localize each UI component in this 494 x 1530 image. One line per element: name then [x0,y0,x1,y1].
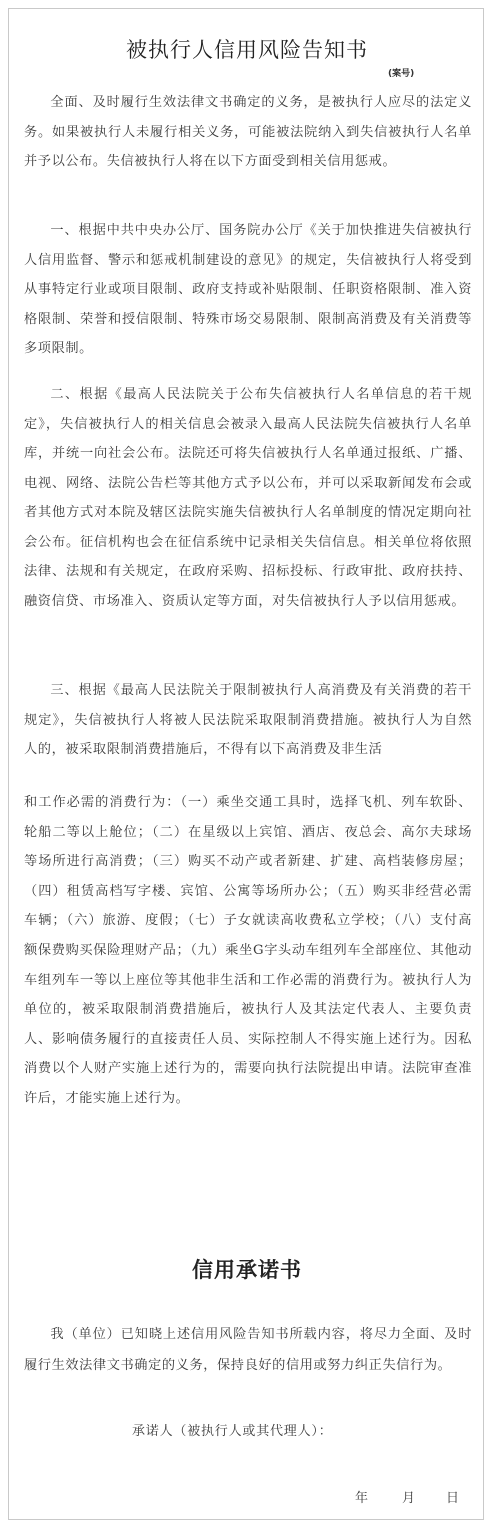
notice-intro [24,88,472,177]
date-day-label: 日 [446,1491,460,1506]
notice-item-1 [24,216,472,364]
notice-item-3-continued [24,788,472,1114]
notice-title: 被执行人信用风险告知书 [126,38,368,62]
pledge-paragraph: 我（单位）已知晓上述信用风险告知书所载内容，将尽力全面、及时履行生效法律文书确定的义务，保持良好的信用或努力纠正失信行为。 [24,1327,472,1373]
notice-item-3 [24,676,472,765]
item-1-paragraph: 一、根据中共中央办公厅、国务院办公厅《关于加快推进失信被执行人信用监督、警示和惩戒机制建设的意见》的规定，失信被执行人将受到从事特定行业或项目限制、政府支持或补贴限制、任职资格限制、准入资格限制、荣誉和授信限制、特殊市场交易限制、限制高消费及有关消费等多项限制。 [24,223,472,356]
item-3-paragraph-part2: 和工作必需的消费行为：（一）乘坐交通工具时，选择飞机、列车软卧、轮船二等以上舱位；（二）在星级以上宾馆、酒店、夜总会、高尔夫球场等场所进行高消费；（三）购买不动产或者新建、扩建、高档装修房屋；（四）租赁高档写字楼、宾馆、公寓等场所办公；（五）购买非经营必需车辆；（六）旅游、度假；（七）子女就读高收费私立学校；（八）支付高额保费购买保险理财产品；（九）乘坐G字头动车组列车全部座位、其他动车组列车一等以上座位等其他非生活和工作必需的消费行为。被执行人为单位的，被采取限制消费措施后，被执行人及其法定代表人、主要负责人、影响债务履行的直接责任人员、实际控制人不得实施上述行为。因私消费以个人财产实施上述行为的，需要向执行法院提出申请。法院审查准许后，才能实施上述行为。 [24,795,472,1106]
date-year-label: 年 [355,1491,369,1506]
pledge-title: 信用承诺书 [192,1258,302,1282]
pledge-signer-label: 承诺人（被执行人或其代理人）： [132,1424,333,1439]
item-2-paragraph: 二、根据《最高人民法院关于公布失信被执行人名单信息的若干规定》，失信被执行人的相关信息会被录入最高人民法院失信被执行人名单库，并统一向社会公布。法院还可将失信被执行人名单通过报纸、广播、电视、网络、法院公告栏等其他方式予以公布，并可以采取新闻发布会或者其他方式对本院及辖区法院实施失信被执行人名单制度的情况定期向社会公布。征信机构也会在征信系统中记录相关失信信息。相关单位将依照法律、法规和有关规定，在政府采购、招标投标、行政审批、政府扶持、融资信贷、市场准入、资质认定等方面，对失信被执行人予以信用惩戒。 [24,387,472,609]
intro-paragraph: 全面、及时履行生效法律文书确定的义务，是被执行人应尽的法定义务。如果被执行人未履行相关义务，可能被法院纳入到失信被执行人名单并予以公布。失信被执行人将在以下方面受到相关信用惩戒。 [24,95,472,169]
date-month-label: 月 [402,1491,416,1506]
notice-item-2 [24,380,472,616]
pledge-body [24,1320,472,1381]
item-3-paragraph-part1: 三、根据《最高人民法院关于限制被执行人高消费及有关消费的若干规定》，失信被执行人将被人民法院采取限制消费措施。被执行人为自然人的，被采取限制消费措施后，不得有以下高消费及非生活 [24,683,472,757]
case-number-label: (案号) [388,69,415,79]
